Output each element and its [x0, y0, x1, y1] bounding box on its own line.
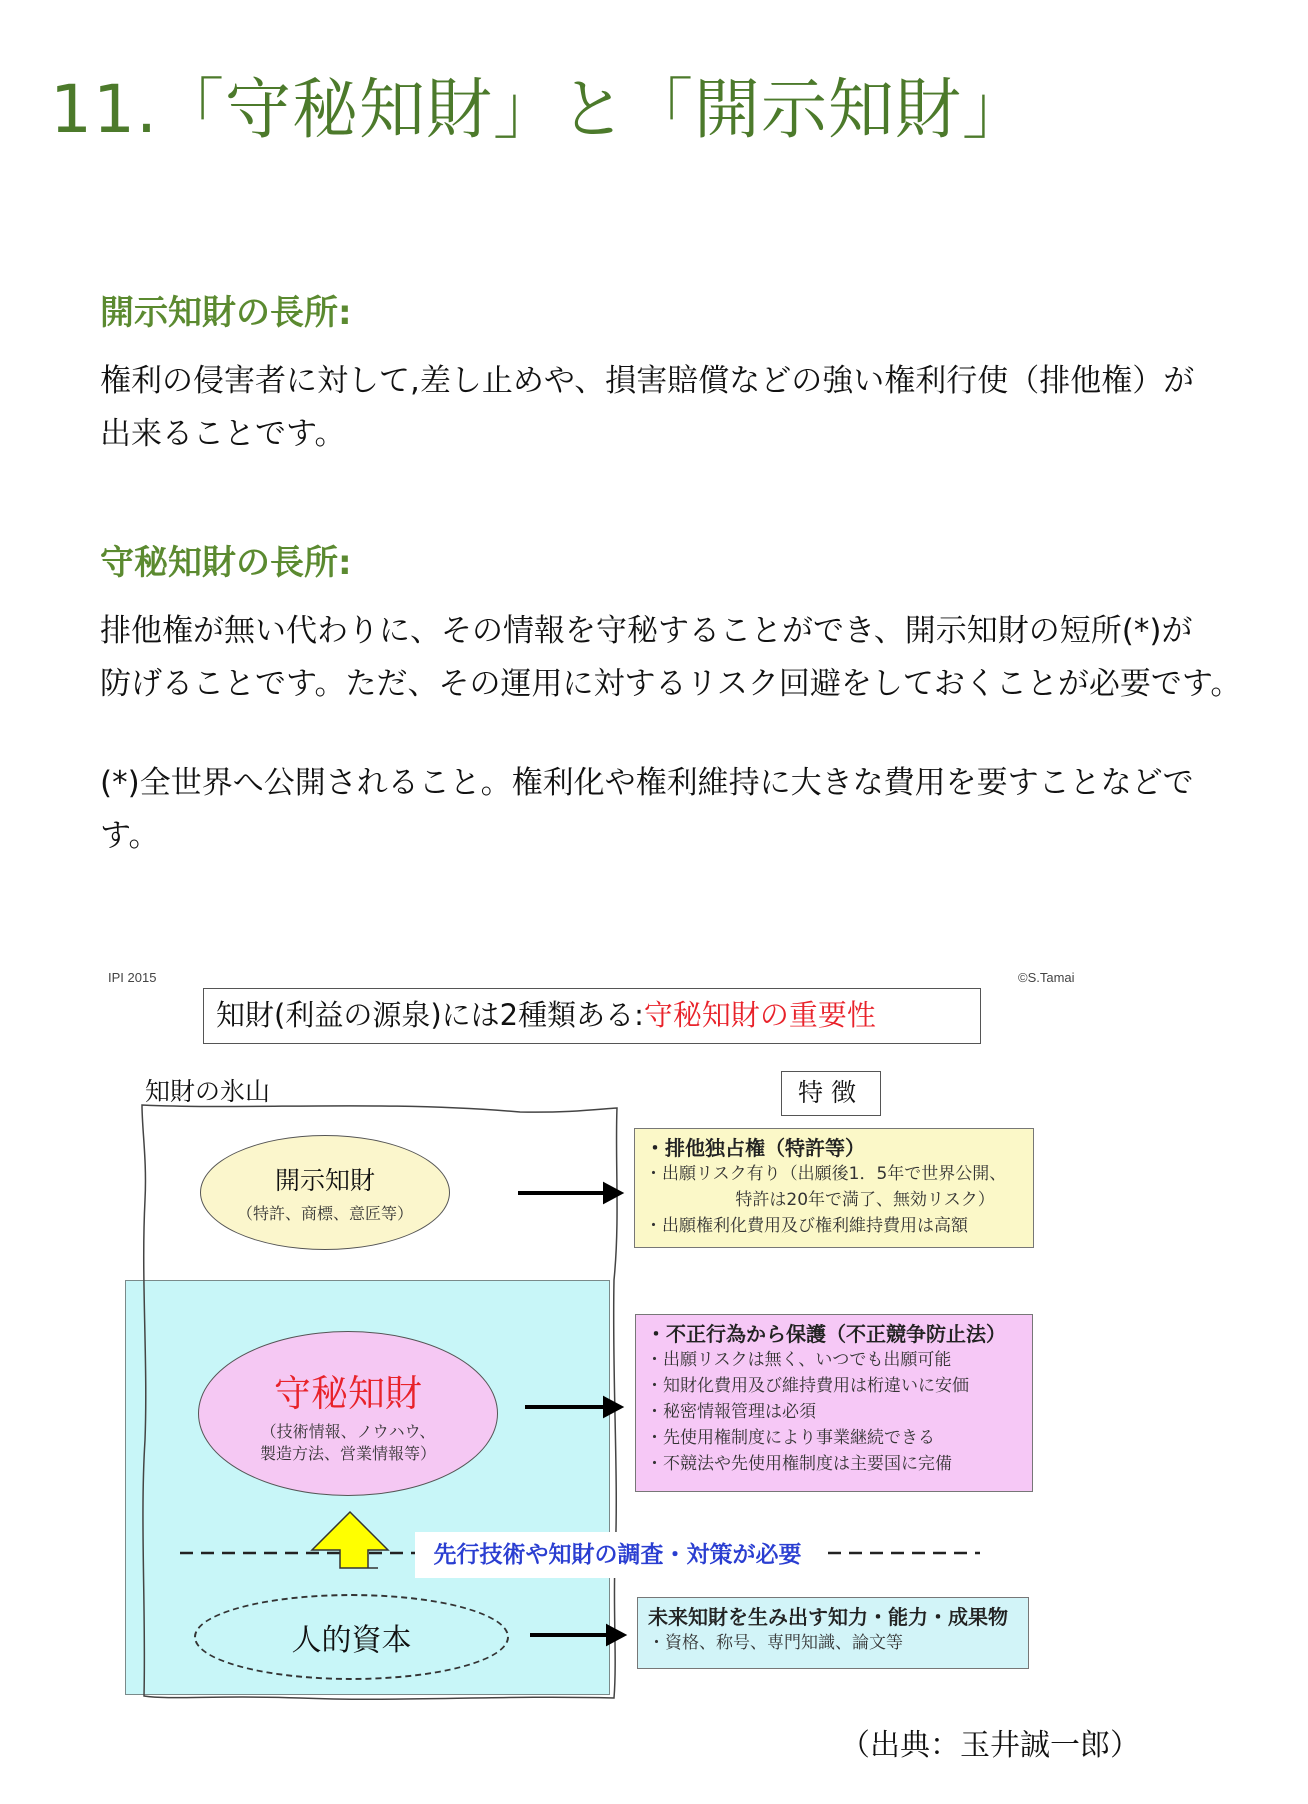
- body-line: 排他権が無い代わりに、その情報を守秘することができ、開示知財の短所(*)が: [100, 613, 1193, 649]
- body-line: 権利の侵害者に対して,差し止めや、損害賠償などの強い権利行使（排他権）が: [100, 363, 1195, 399]
- up-arrow: [312, 1512, 388, 1568]
- arrow-disclosed: [518, 1185, 620, 1201]
- human-capital-features-head: 未来知財を生み出す知力・能力・成果物: [648, 1605, 1008, 1629]
- secret-feature-line: ・不競法や先使用権制度は主要国に完備: [646, 1454, 952, 1474]
- iceberg-figure: [100, 960, 1100, 1710]
- disclosed-ip-ellipse: [200, 1135, 450, 1250]
- human-capital-feature-line: ・資格、称号、専門知識、論文等: [648, 1633, 903, 1653]
- secret-feature-line: ・秘密情報管理は必須: [646, 1402, 816, 1422]
- secret-features-head: ・不正行為から保護（不正競争防止法）: [646, 1322, 1006, 1346]
- secret-ip-sub2: 製造方法、営業情報等）: [259, 1443, 436, 1463]
- ipi-label: IPI 2015: [108, 970, 157, 985]
- disclosed-feature-line: ・出願リスク有り（出願後1．5年で世界公開、: [645, 1164, 1007, 1184]
- features-label: 特徴: [781, 1071, 881, 1116]
- copyright-label: ©S.Tamai: [1018, 970, 1075, 985]
- arrow-secret: [525, 1399, 620, 1415]
- secret-feature-line: ・知財化費用及び維持費用は桁違いに安価: [646, 1376, 969, 1396]
- human-capital-ellipse: [194, 1594, 509, 1680]
- disclosed-features-head: ・排他独占権（特許等）: [645, 1136, 865, 1160]
- disclosed-features-box: [634, 1128, 1034, 1248]
- secret-ip-ellipse: [198, 1331, 498, 1496]
- body-line: 出来ることです。: [100, 416, 346, 452]
- secret-ip-sub1: （技術情報、ノウハウ、: [260, 1421, 436, 1441]
- secret-ip-name: 守秘知財: [274, 1371, 422, 1415]
- research-label: 先行技術や知財の調査・対策が必要: [415, 1532, 820, 1578]
- page-title: 11.「守秘知財」と「開示知財」: [50, 71, 1029, 148]
- disclosed-feature-line: 特許は20年で満了、無効リスク）: [645, 1190, 995, 1210]
- source-citation: （出典：玉井誠一郎）: [840, 1728, 1140, 1763]
- secret-features-box: [635, 1314, 1033, 1492]
- section-body-disclosed: [100, 355, 1250, 461]
- figure-title-red: 守秘知財の重要性: [643, 998, 876, 1032]
- section-heading-disclosed: 開示知財の長所:: [100, 293, 352, 333]
- arrow-human: [530, 1627, 623, 1643]
- figure-title-black: 知財(利益の源泉)には2種類ある:: [216, 998, 644, 1032]
- secret-feature-line: ・出願リスクは無く、いつでも出願可能: [646, 1350, 952, 1370]
- disclosed-ip-sub: （特許、商標、意匠等）: [236, 1204, 413, 1223]
- secret-feature-line: ・先使用権制度により事業継続できる: [646, 1428, 935, 1448]
- human-capital-name: 人的資本: [291, 1623, 412, 1658]
- section-heading-secret: 守秘知財の長所:: [100, 543, 352, 583]
- disclosed-ip-name: 開示知財: [274, 1166, 375, 1195]
- body-line: 防げることです。ただ、その運用に対するリスク回避をしておくことが必要です。: [100, 666, 1242, 702]
- iceberg-label: 知財の氷山: [145, 1077, 271, 1106]
- human-capital-features-box: [637, 1597, 1029, 1669]
- footnote: (*)全世界へ公開されること。権利化や権利維持に大きな費用を要すことなどです。: [100, 765, 1194, 854]
- section-body-secret: [100, 605, 1250, 711]
- disclosed-feature-line: ・出願権利化費用及び権利維持費用は高額: [645, 1216, 968, 1236]
